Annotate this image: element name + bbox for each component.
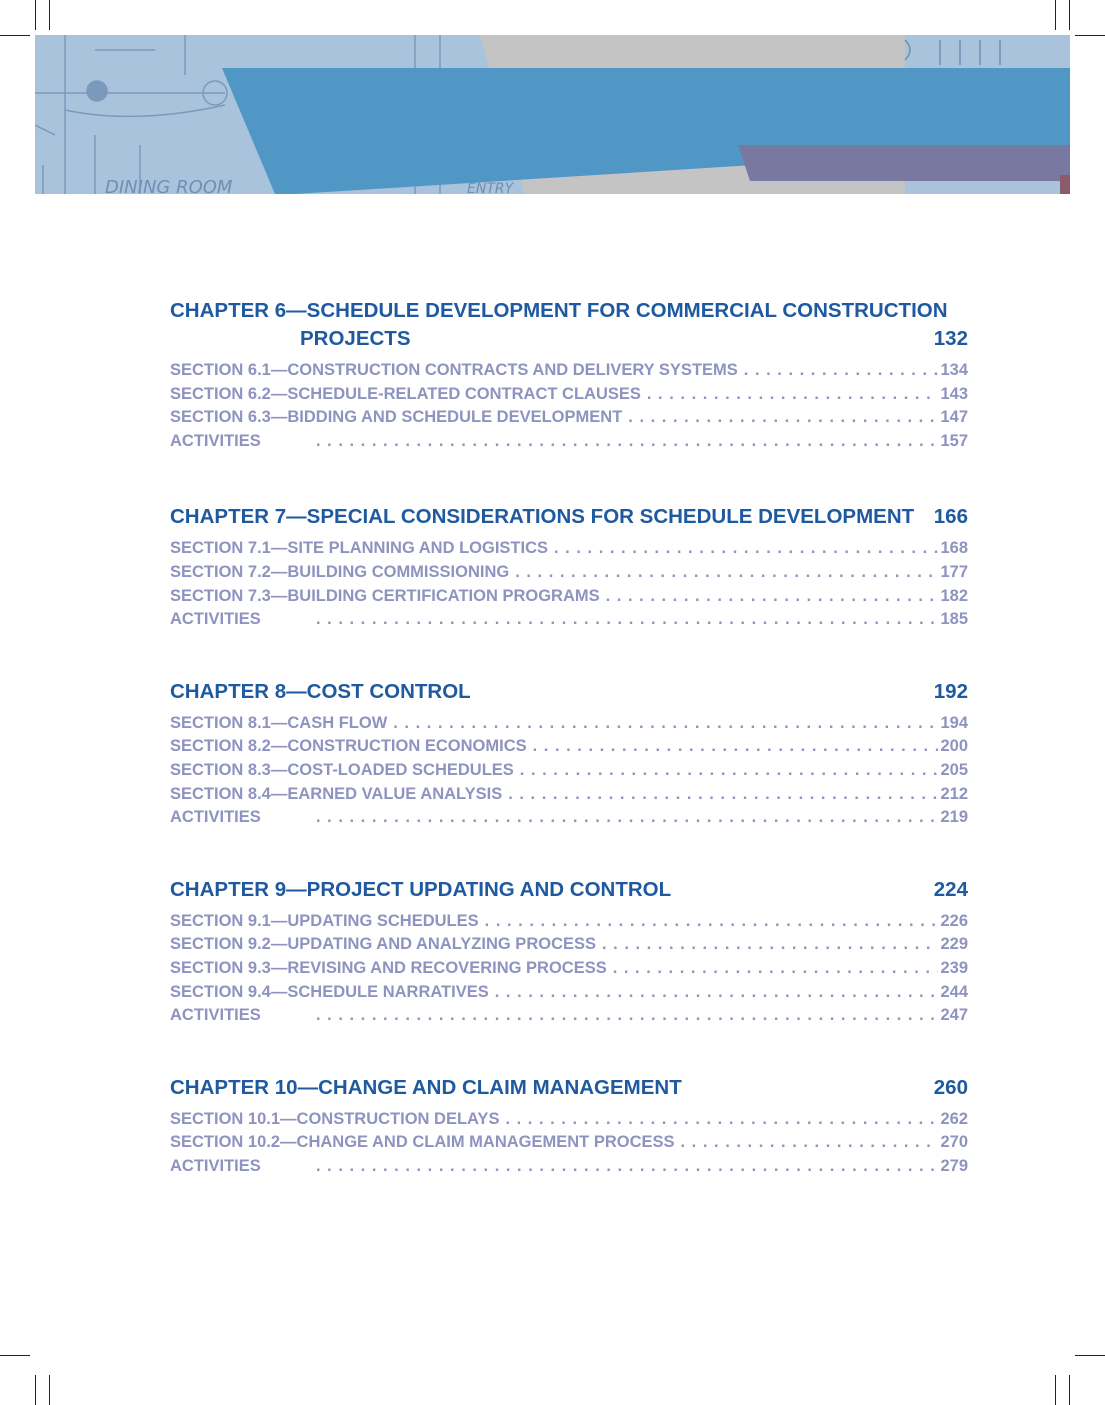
- dot-leader: [310, 1004, 938, 1028]
- entry-label: SECTION 9.3—REVISING AND RECOVERING PROCESS: [170, 958, 607, 977]
- entry-label: SECTION 8.3—COST-LOADED SCHEDULES: [170, 760, 514, 779]
- entry-page-number: 205: [940, 760, 968, 779]
- dot-leader: [738, 359, 939, 383]
- entry-page-number: 143: [940, 384, 968, 403]
- toc-entry[interactable]: [170, 406, 968, 430]
- header-banner: [35, 35, 1070, 194]
- chapter-title: CHAPTER 7—SPECIAL CONSIDERATIONS FOR SCHEDULE DEVELOPMENT: [170, 505, 915, 529]
- chapter-heading[interactable]: [170, 503, 968, 531]
- toc-entry[interactable]: [170, 910, 968, 934]
- toc-entry[interactable]: [170, 1131, 968, 1155]
- crop-mark-tl-v2: [49, 0, 50, 30]
- chapter-page-number: 132: [933, 327, 968, 350]
- chapter-page-number: 192: [933, 679, 968, 703]
- entry-label: SECTION 8.4—EARNED VALUE ANALYSIS: [170, 784, 503, 803]
- dot-leader: [596, 933, 938, 957]
- entry-label: SECTION 9.4—SCHEDULE NARRATIVES: [170, 982, 489, 1001]
- chapter-title: CHAPTER 9—PROJECT UPDATING AND CONTROL: [170, 877, 672, 901]
- entry-page-number: 168: [940, 539, 968, 558]
- chapter-9: [170, 876, 968, 1028]
- chapter-page-number: 224: [933, 877, 968, 901]
- entry-page-number: 247: [940, 1006, 968, 1025]
- toc-entry[interactable]: [170, 712, 968, 736]
- entry-page-number: 244: [940, 982, 968, 1001]
- dot-leader: [548, 537, 938, 561]
- toc-entry[interactable]: [170, 561, 968, 585]
- crop-mark-bl-v2: [49, 1375, 50, 1405]
- entry-label: SECTION 6.2—SCHEDULE-RELATED CONTRACT CLAUSES: [170, 384, 641, 403]
- chapter-heading[interactable]: [170, 297, 968, 353]
- toc-entry[interactable]: [170, 585, 968, 609]
- dot-leader: [600, 585, 939, 609]
- entry-page-number: 262: [940, 1109, 968, 1128]
- banner-sketch-label-dining: DINING ROOM: [105, 177, 233, 194]
- crop-mark-tr-v2: [1069, 0, 1070, 30]
- toc-entry[interactable]: [170, 359, 968, 383]
- dot-leader: [499, 1108, 938, 1132]
- toc-entry-activities[interactable]: [170, 608, 968, 632]
- entry-page-number: 177: [940, 562, 968, 581]
- crop-mark-br-v1: [1055, 1375, 1056, 1405]
- table-of-contents: [170, 297, 968, 1178]
- entry-label: SECTION 7.3—BUILDING CERTIFICATION PROGRAMS: [170, 586, 600, 605]
- entry-page-number: 279: [940, 1156, 968, 1175]
- chapter-6: [170, 297, 968, 453]
- toc-entry[interactable]: [170, 783, 968, 807]
- dot-leader: [675, 1131, 939, 1155]
- entry-label: SECTION 9.2—UPDATING AND ANALYZING PROCESS: [170, 935, 596, 954]
- crop-mark-tl-h: [0, 35, 30, 36]
- entry-page-number: 212: [940, 784, 968, 803]
- entry-label: SECTION 10.1—CONSTRUCTION DELAYS: [170, 1109, 500, 1128]
- chapter-7: [170, 503, 968, 631]
- entry-page-number: 200: [940, 737, 968, 756]
- crop-mark-bl-h: [0, 1355, 30, 1356]
- entry-label: SECTION 9.1—UPDATING SCHEDULES: [170, 911, 479, 930]
- entry-page-number: 185: [940, 610, 968, 629]
- crop-mark-tr-h: [1075, 35, 1105, 36]
- crop-mark-tl-v1: [35, 0, 36, 30]
- entry-label: SECTION 10.2—CHANGE AND CLAIM MANAGEMENT PROCESS: [170, 1133, 675, 1152]
- crop-mark-bl-v1: [35, 1375, 36, 1405]
- chapter-page-number: 260: [933, 1075, 968, 1099]
- toc-entry-activities[interactable]: [170, 1155, 968, 1179]
- toc-entry[interactable]: [170, 1108, 968, 1132]
- toc-entry[interactable]: [170, 735, 968, 759]
- toc-entry[interactable]: [170, 981, 968, 1005]
- chapter-8: [170, 678, 968, 830]
- dot-leader: [509, 561, 938, 585]
- entry-label: SECTION 8.1—CASH FLOW: [170, 713, 388, 732]
- blueprint-banner-graphic: [35, 35, 1070, 194]
- crop-mark-tr-v1: [1055, 0, 1056, 30]
- dot-leader: [527, 735, 939, 759]
- entry-label: ACTIVITIES: [170, 1156, 261, 1175]
- dot-leader: [310, 430, 938, 454]
- chapter-page-number: 166: [933, 505, 968, 529]
- dot-leader: [479, 910, 939, 934]
- banner-sketch-label-entry: ENTRY: [467, 181, 514, 194]
- entry-page-number: 219: [940, 808, 968, 827]
- chapter-title: CHAPTER 6—SCHEDULE DEVELOPMENT FOR COMMERCIAL CONSTRUCTION: [170, 299, 948, 322]
- entry-label: SECTION 8.2—CONSTRUCTION ECONOMICS: [170, 737, 527, 756]
- dot-leader: [502, 783, 938, 807]
- dot-leader: [310, 806, 938, 830]
- entry-label: SECTION 6.1—CONSTRUCTION CONTRACTS AND DELIVERY SYSTEMS: [170, 361, 738, 379]
- toc-entry-activities[interactable]: [170, 430, 968, 454]
- chapter-heading[interactable]: [170, 1074, 968, 1102]
- toc-entry[interactable]: [170, 383, 968, 407]
- chapter-title-continued: PROJECTS: [300, 327, 411, 350]
- entry-page-number: 270: [940, 1133, 968, 1152]
- entry-page-number: 134: [940, 361, 968, 379]
- chapter-heading[interactable]: [170, 876, 968, 904]
- entry-label: SECTION 7.2—BUILDING COMMISSIONING: [170, 562, 510, 581]
- toc-entry-activities[interactable]: [170, 806, 968, 830]
- entry-page-number: 157: [940, 431, 968, 450]
- dot-leader: [622, 406, 938, 430]
- chapter-title: CHAPTER 8—COST CONTROL: [170, 679, 471, 703]
- dot-leader: [310, 1155, 938, 1179]
- entry-page-number: 182: [940, 586, 968, 605]
- dot-leader: [607, 957, 939, 981]
- toc-entry[interactable]: [170, 957, 968, 981]
- entry-label: ACTIVITIES: [170, 1006, 261, 1025]
- crop-mark-br-v2: [1069, 1375, 1070, 1405]
- dot-leader: [489, 981, 939, 1005]
- entry-page-number: 194: [940, 713, 968, 732]
- entry-label: SECTION 6.3—BIDDING AND SCHEDULE DEVELOPMENT: [170, 408, 623, 427]
- dot-leader: [387, 712, 938, 736]
- dot-leader: [310, 608, 938, 632]
- entry-label: ACTIVITIES: [170, 610, 261, 629]
- entry-label: SECTION 7.1—SITE PLANNING AND LOGISTICS: [170, 539, 549, 558]
- dot-leader: [641, 383, 939, 407]
- entry-label: ACTIVITIES: [170, 808, 261, 827]
- chapter-title: CHAPTER 10—CHANGE AND CLAIM MANAGEMENT: [170, 1075, 682, 1099]
- entry-label: ACTIVITIES: [170, 431, 261, 450]
- toc-entry-activities[interactable]: [170, 1004, 968, 1028]
- chapter-heading[interactable]: [170, 678, 968, 706]
- dot-leader: [514, 759, 939, 783]
- entry-page-number: 147: [940, 408, 968, 427]
- entry-page-number: 239: [940, 958, 968, 977]
- entry-page-number: 226: [940, 911, 968, 930]
- toc-entry[interactable]: [170, 537, 968, 561]
- toc-entry[interactable]: [170, 759, 968, 783]
- chapter-10: [170, 1074, 968, 1179]
- toc-entry[interactable]: [170, 933, 968, 957]
- entry-page-number: 229: [940, 935, 968, 954]
- crop-mark-br-h: [1075, 1355, 1105, 1356]
